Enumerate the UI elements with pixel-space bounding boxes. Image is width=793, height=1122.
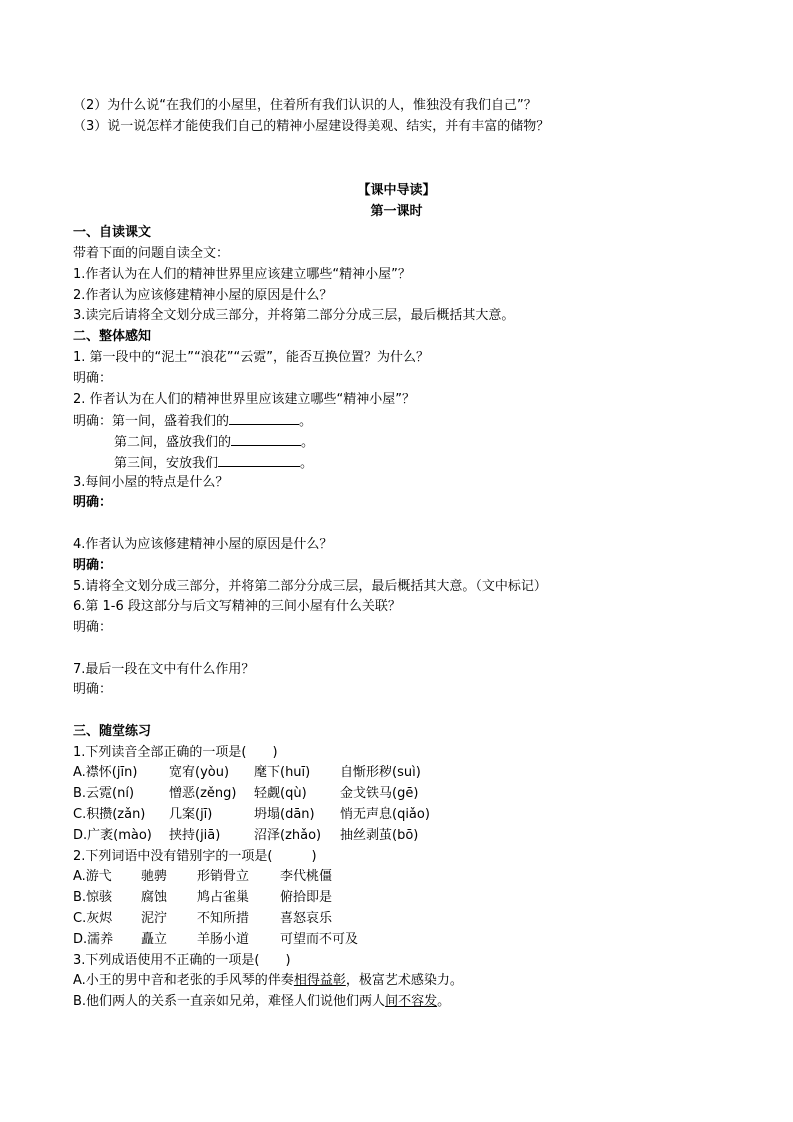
overall-a1: 明确：	[73, 371, 113, 386]
e2-option-c: C.灰烬	[73, 911, 113, 926]
e2-option-a: 李代桃僵	[280, 869, 333, 884]
overall-a2-line2	[114, 431, 314, 451]
e2-option-a: 形销骨立	[197, 869, 250, 884]
e1-option-b: 轻觑(qù)	[254, 786, 307, 801]
overall-a7: 明确：	[73, 682, 113, 697]
option-text: A.小王的男中音和老张的手风琴的伴奏	[73, 973, 294, 988]
section-title: 【课中导读】	[357, 183, 436, 198]
e2-option-b: 俯拾即是	[280, 890, 333, 905]
e2-option-a: 驰骋	[141, 869, 168, 884]
e2-option-d: 矗立	[141, 932, 168, 947]
e2-option-d: 羊肠小道	[197, 932, 250, 947]
answer-text: 第三间，安放我们	[114, 456, 219, 471]
e1-option-b: B.云霓(ní)	[73, 786, 135, 801]
pre-question-3: （3）说一说怎样才能使我们自己的精神小屋建设得美观、结实，并有丰富的储物？	[73, 119, 550, 134]
overall-q3: 3.每间小屋的特点是什么？	[73, 475, 229, 490]
pre-question-2: （2）为什么说“在我们的小屋里，住着所有我们认识的人，惟独没有我们自己”？	[73, 98, 537, 113]
answer-text: 第二间，盛放我们的	[114, 435, 232, 450]
fill-blank[interactable]	[218, 452, 300, 467]
e1-option-d: 抽丝剥茧(bō)	[340, 828, 419, 843]
e1-option-a: 麾下(huī)	[254, 765, 311, 780]
e1-option-c: 坍塌(dān)	[254, 807, 315, 822]
overall-q2: 2. 作者认为在人们的精神世界里应该建立哪些“精神小屋”？	[73, 392, 416, 407]
overall-a6: 明确：	[73, 620, 113, 635]
overall-q4: 4.作者认为应该修建精神小屋的原因是什么？	[73, 537, 333, 552]
e1-option-d: D.广袤(mào)	[73, 828, 152, 843]
heading-self-reading: 一、自读课文	[73, 225, 152, 240]
fill-blank[interactable]	[229, 410, 299, 425]
e2-option-a: A.游弋	[73, 869, 112, 884]
heading-overall-perception: 二、整体感知	[73, 329, 152, 344]
e1-option-d: 挟持(jiā)	[169, 828, 221, 843]
e1-option-b: 憎恶(zěng)	[169, 786, 237, 801]
overall-a3: 明确：	[73, 495, 113, 510]
exercise-2-stem: 2.下列词语中没有错别字的一项是( )	[73, 849, 317, 864]
answer-text: 明确：第一间，盛着我们的	[73, 414, 230, 429]
self-reading-q2: 2.作者认为应该修建精神小屋的原因是什么？	[73, 288, 333, 303]
overall-q5: 5.请将全文划分成三部分，并将第二部分分成三层，最后概括其大意。（文中标记）	[73, 579, 547, 594]
overall-q1: 1. 第一段中的“泥土”“浪花”“云霓”，能否互换位置？为什么？	[73, 350, 429, 365]
overall-q6: 6.第 1-6 段这部分与后文写精神的三间小屋有什么关联？	[73, 599, 401, 614]
period: 。	[299, 414, 313, 429]
e1-option-c: 几案(jī)	[169, 807, 213, 822]
self-reading-intro: 带着下面的问题自读全文：	[73, 246, 230, 261]
e2-option-b: B.惊骇	[73, 890, 113, 905]
exercise-3-stem: 3.下列成语使用不正确的一项是( )	[73, 953, 291, 968]
overall-a4: 明确：	[73, 558, 113, 573]
overall-q7: 7.最后一段在文中有什么作用？	[73, 662, 255, 677]
option-text: 。	[437, 994, 451, 1009]
underlined-idiom: 间不容发	[385, 994, 438, 1009]
overall-a2-line3	[114, 452, 313, 472]
underlined-idiom: 相得益彰	[293, 973, 346, 988]
lesson-subtitle: 第一课时	[370, 204, 423, 219]
e2-option-d: 可望而不可及	[280, 932, 359, 947]
e1-option-d: 沼泽(zhǎo)	[254, 828, 322, 843]
heading-practice: 三、随堂练习	[73, 724, 152, 739]
fill-blank[interactable]	[231, 431, 301, 446]
e1-option-a: A.襟怀(jīn)	[73, 765, 138, 780]
period: 。	[301, 435, 315, 450]
self-reading-q3: 3.读完后请将全文划分成三部分，并将第二部分分成三层，最后概括其大意。	[73, 308, 515, 323]
e2-option-d: D.濡养	[73, 932, 114, 947]
e1-option-c: C.积攒(zǎn)	[73, 807, 146, 822]
overall-a2-line1	[73, 410, 312, 430]
e2-option-c: 不知所措	[197, 911, 250, 926]
e2-option-b: 腐蚀	[141, 890, 168, 905]
e2-option-c: 喜怒哀乐	[280, 911, 333, 926]
option-text: ，极富艺术感染力。	[345, 973, 463, 988]
e2-option-c: 泥泞	[141, 911, 168, 926]
e1-option-c: 悄无声息(qiǎo)	[340, 807, 430, 822]
e1-option-a: 宽宥(yòu)	[169, 765, 230, 780]
e1-option-b: 金戈铁马(gē)	[340, 786, 419, 801]
exercise-1-stem: 1.下列读音全部正确的一项是( )	[73, 745, 278, 760]
e3-option-a	[73, 971, 463, 991]
e2-option-b: 鸠占雀巢	[197, 890, 250, 905]
e3-option-b	[73, 992, 450, 1012]
option-text: B.他们两人的关系一直亲如兄弟，难怪人们说他们两人	[73, 994, 386, 1009]
self-reading-q1: 1.作者认为在人们的精神世界里应该建立哪些“精神小屋”？	[73, 267, 411, 282]
e1-option-a: 自惭形秽(suì)	[340, 765, 421, 780]
period: 。	[300, 456, 314, 471]
